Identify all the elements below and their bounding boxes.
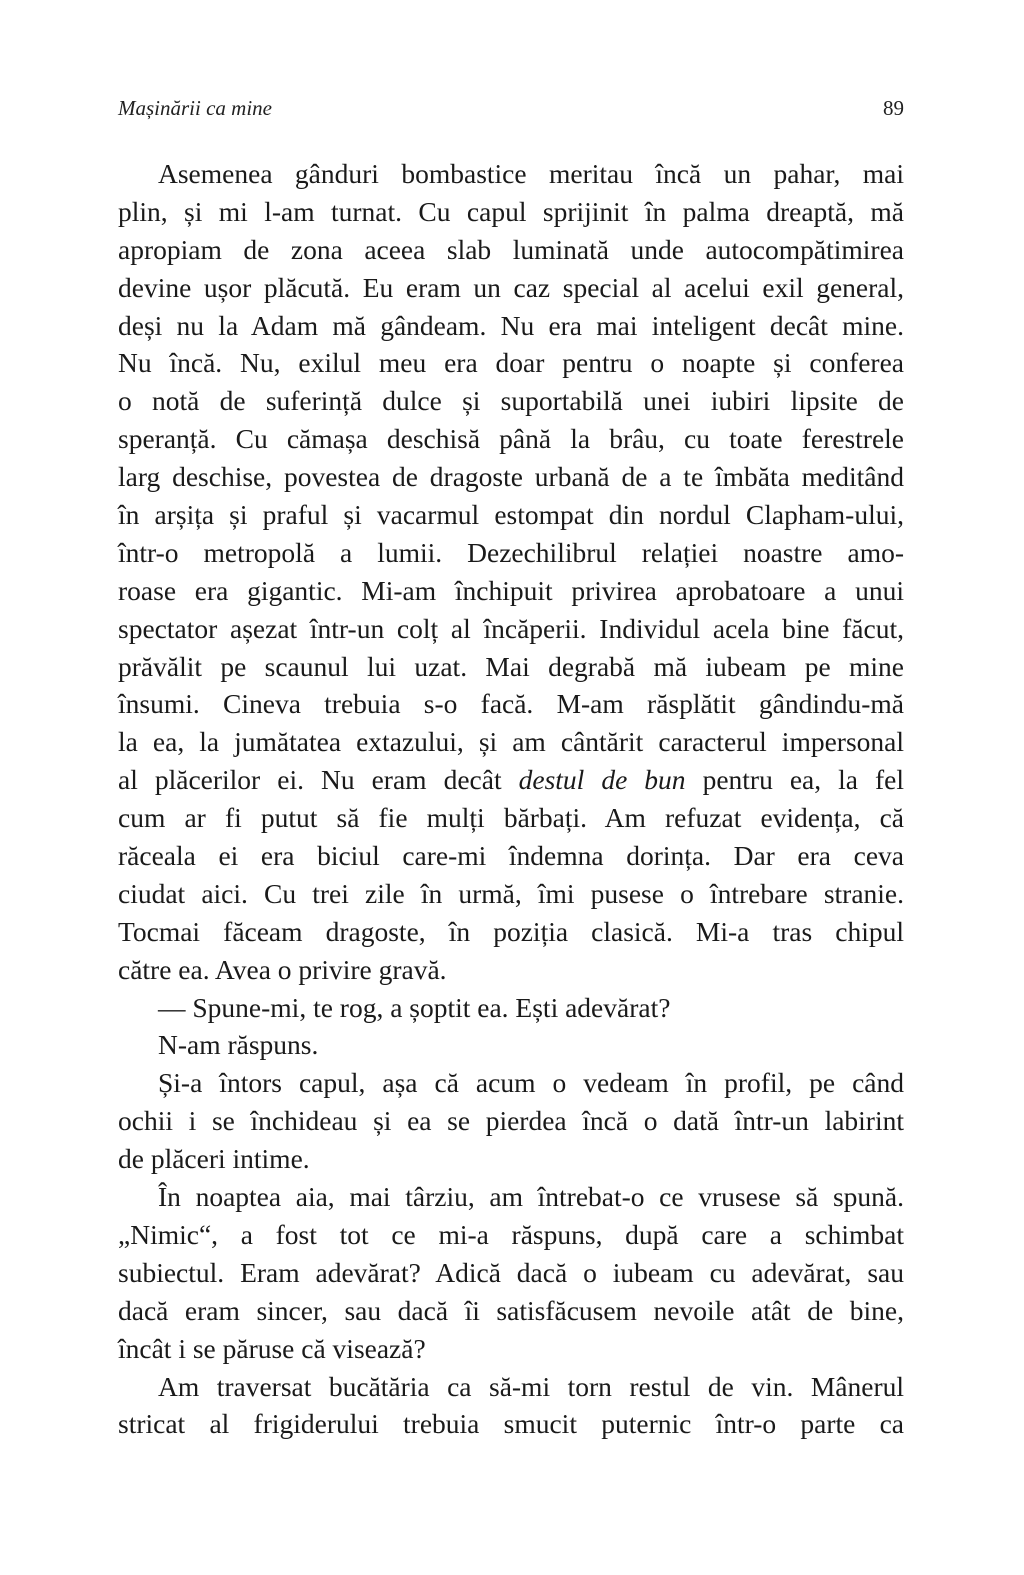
- text-line: [118, 761, 904, 799]
- italic-emphasis: destul de bun: [518, 764, 686, 796]
- running-header: [118, 96, 904, 126]
- text-line: către ea. Avea o privire gravă.: [118, 953, 447, 985]
- text-line: apropiam de zona aceea slab luminată unde autocompătimirea: [118, 233, 904, 265]
- text-line: într-o metropolă a lumii. Dezechilibrul relației noastre amo-: [118, 536, 904, 568]
- body-text: [118, 155, 904, 1443]
- text-segment: pentru ea, la fel: [685, 764, 905, 796]
- text-line: ciudat aici. Cu trei zile în urmă, îmi pusese o întrebare stranie.: [118, 877, 904, 909]
- text-line: N-am răspuns.: [158, 1029, 319, 1061]
- text-line: o notă de suferință dulce și suportabilă unei iubiri lipsite de: [118, 385, 904, 417]
- text-line: În noaptea aia, mai târziu, am întrebat-o ce vrusese să spună.: [158, 1181, 904, 1213]
- text-line: Am traversat bucătăria ca să-mi torn restul de vin. Mânerul: [158, 1370, 904, 1402]
- text-line: deși nu la Adam mă gândeam. Nu era mai inteligent decât mine.: [118, 309, 904, 341]
- text-line: Tocmai făceam dragoste, în poziția clasică. Mi-a tras chipul: [118, 915, 904, 947]
- text-line: însumi. Cineva trebuia s-o facă. M-am răsplătit gândindu-mă: [118, 688, 904, 720]
- text-line: roase era gigantic. Mi-am închipuit privirea aprobatoare a unui: [118, 574, 904, 606]
- text-segment: al plăcerilor ei. Nu eram decât: [118, 764, 519, 796]
- text-line: ochii i se închideau și ea se pierdea încă o dată într-un labirint: [118, 1105, 904, 1137]
- text-line: Asemenea gânduri bombastice meritau încă un pahar, mai: [158, 158, 904, 189]
- text-line: dacă eram sincer, sau dacă îi satisfăcusem nevoile atât de bine,: [118, 1294, 904, 1326]
- text-line: speranță. Cu cămașa deschisă până la brâu, cu toate ferestrele: [118, 423, 904, 455]
- text-line: larg deschise, povestea de dragoste urbană de a te îmbăta meditând: [118, 461, 904, 493]
- text-line: „Nimic“, a fost tot ce mi-a răspuns, după care a schimbat: [118, 1218, 904, 1250]
- text-line: plin, și mi l-am turnat. Cu capul sprijinit în palma dreaptă, mă: [118, 195, 904, 227]
- text-line: stricat al frigiderului trebuia smucit puternic într-o parte ca: [118, 1408, 904, 1440]
- text-line: încât i se păruse că visează?: [118, 1332, 426, 1364]
- text-line: — Spune-mi, te rog, a șoptit ea. Ești adevărat?: [158, 991, 671, 1023]
- text-line: spectator așezat într-un colț al încăperii. Individul acela bine făcut,: [118, 612, 904, 644]
- text-line: subiectul. Eram adevărat? Adică dacă o iubeam cu adevărat, sau: [118, 1256, 904, 1288]
- text-line: devine ușor plăcută. Eu eram un caz special al acelui exil general,: [118, 271, 904, 303]
- text-line: de plăceri intime.: [118, 1143, 310, 1175]
- text-line: la ea, la jumătatea extazului, și am cântărit caracterul impersonal: [118, 726, 904, 758]
- text-line: Nu încă. Nu, exilul meu era doar pentru o noapte și conferea: [118, 347, 904, 379]
- page-number: 89: [883, 96, 904, 120]
- text-line: prăvălit pe scaunul lui uzat. Mai degrabă mă iubeam pe mine: [118, 650, 904, 682]
- text-line: răceala ei era biciul care-mi îndemna dorința. Dar era ceva: [118, 840, 904, 872]
- text-line: cum ar fi putut să fie mulți bărbați. Am refuzat evidența, că: [118, 802, 904, 834]
- text-line: în arșița și praful și vacarmul estompat din nordul Clapham-ului,: [118, 499, 904, 531]
- text-line: Și-a întors capul, așa că acum o vedeam în profil, pe când: [158, 1067, 904, 1099]
- running-title: Mașinării ca mine: [118, 96, 272, 120]
